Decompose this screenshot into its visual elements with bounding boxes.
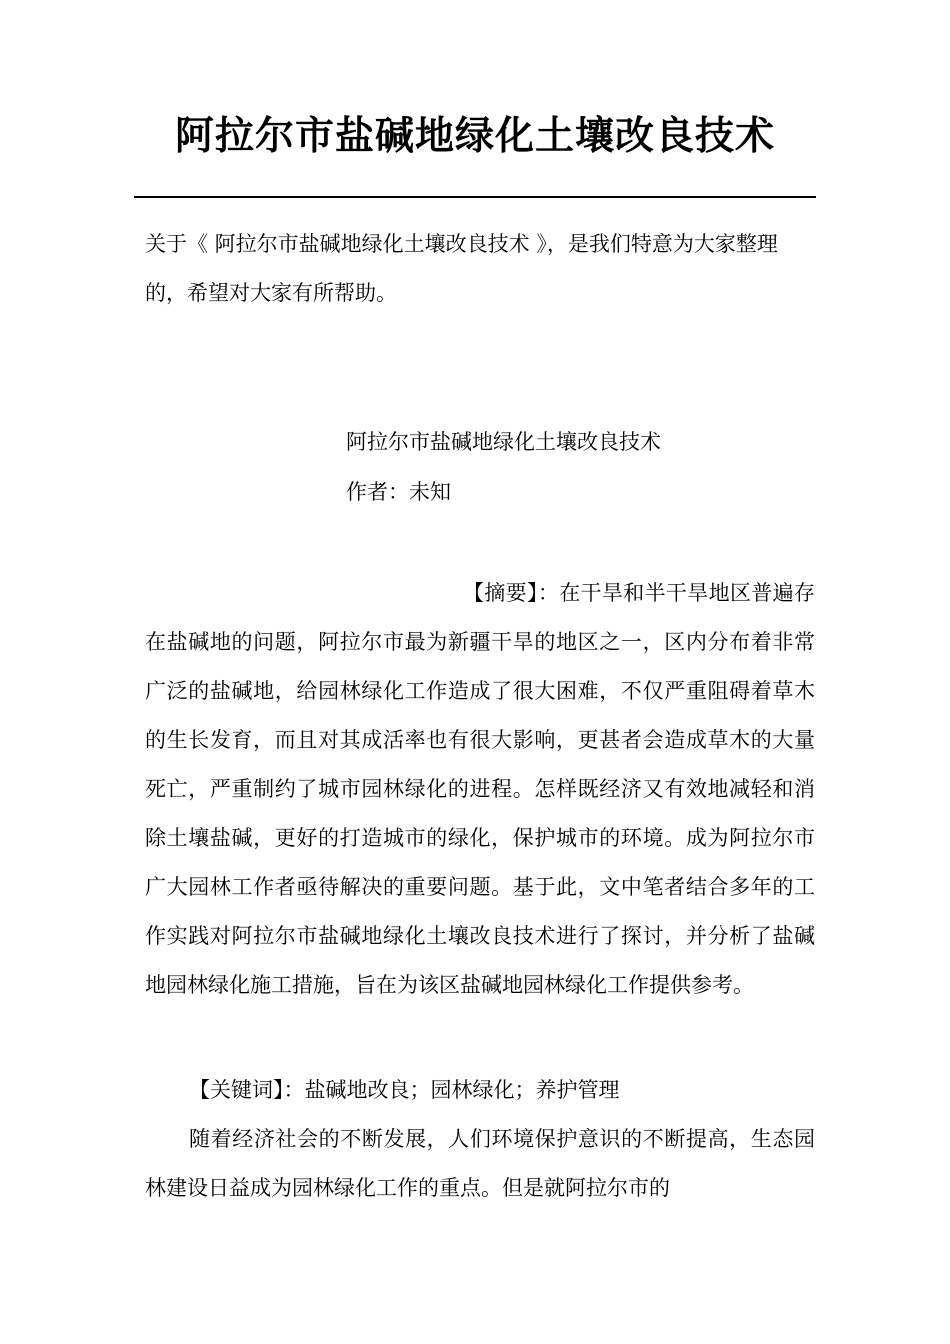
keywords-label: 【关键词】 [189, 1078, 284, 1102]
title-divider [134, 196, 816, 198]
abstract-text: ：在干旱和半干旱地区普遍存在盐碱地的问题，阿拉尔市最为新疆干旱的地区之一，区内分布着非常广泛的盐碱地，给园林绿化工作造成了很大困难，不仅严重阻碍着草木的生长发育，而且对其成活率也有很大影响，更甚者会造成草木的大量死亡，严重制约了城市园林绿化的进程。怎样既经济又有效地减轻和消除土壤盐碱，更好的打造城市的绿化，保护城市的环境。成为阿拉尔市广大园林工作者亟待解决的重要问题。基于此，文中笔者结合多年的工作实践对阿拉尔市盐碱地绿化土壤改良技术进行了探讨，并分析了盐碱地园林绿化施工措施，旨在为该区盐碱地园林绿化工作提供参考。 [145, 581, 815, 997]
keywords-text: ：盐碱地改良；园林绿化；养护管理 [283, 1078, 620, 1102]
abstract-paragraph [145, 569, 815, 1010]
body-paragraph: 随着经济社会的不断发展，人们环境保护意识的不断提高，生态园林建设日益成为园林绿化工作的重点。但是就阿拉尔市的 [145, 1127, 815, 1200]
document-title: 阿拉尔市盐碱地绿化土壤改良技术 [174, 113, 775, 159]
abstract-label: 【摘要】 [463, 581, 538, 605]
author-line: 作者：未知 [346, 480, 451, 504]
article-subtitle: 阿拉尔市盐碱地绿化土壤改良技术 [346, 430, 661, 454]
intro-paragraph: 关于《 阿拉尔市盐碱地绿化土壤改良技术 》，是我们特意为大家整理的，希望对大家有所帮助。 [145, 232, 778, 305]
keywords-paragraph [145, 1066, 815, 1115]
